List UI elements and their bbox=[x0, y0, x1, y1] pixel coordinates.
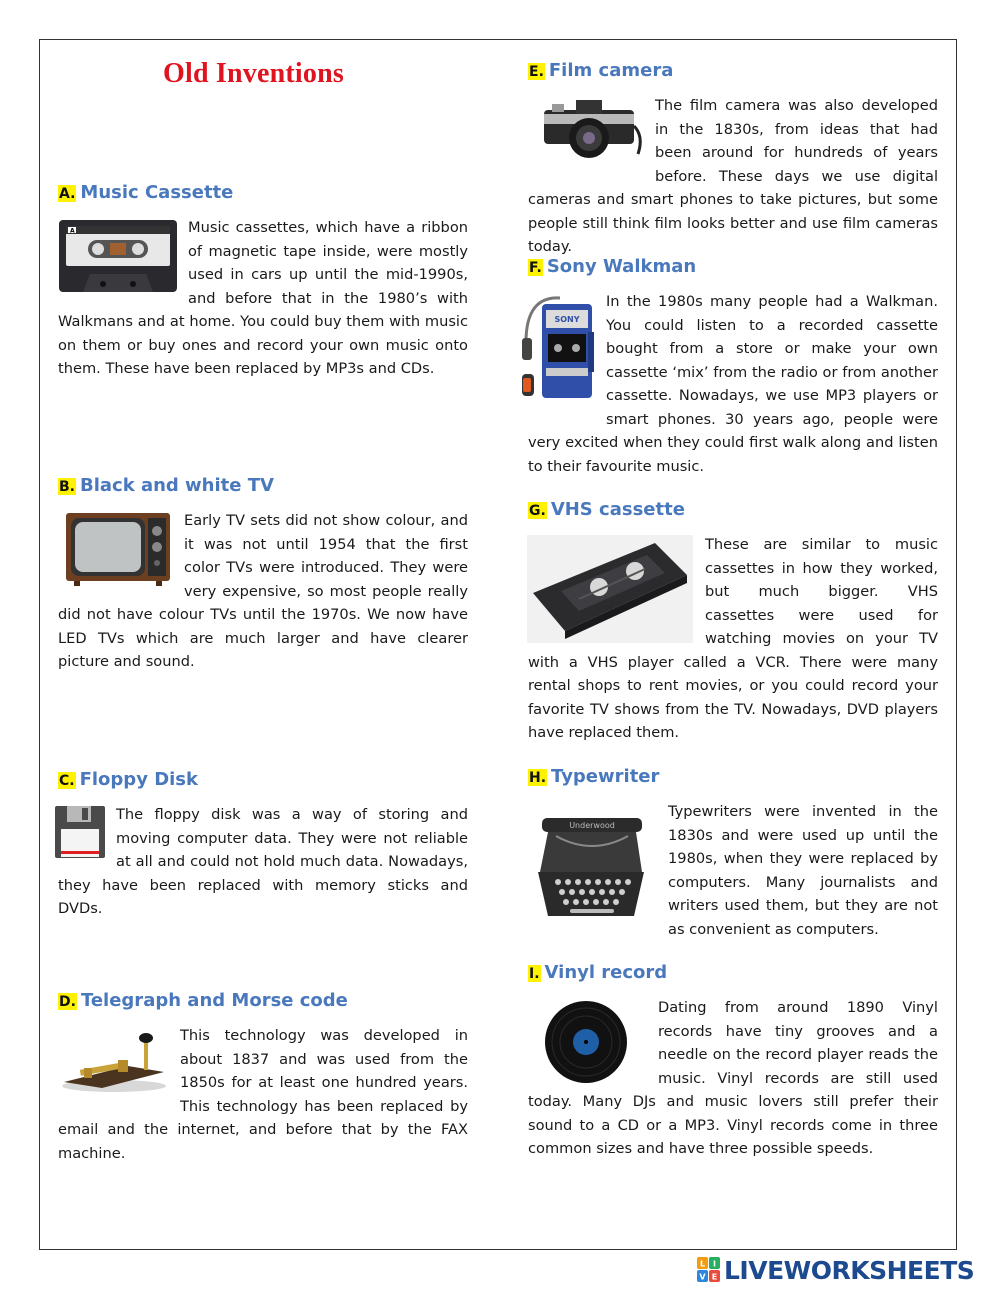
typewriter-image bbox=[530, 812, 648, 924]
section-telegraph bbox=[58, 988, 468, 1165]
liveworksheets-badge-icon bbox=[697, 1257, 721, 1283]
section-text-container bbox=[528, 996, 938, 1161]
section-text-container bbox=[58, 1024, 468, 1165]
section-title: Vinyl record bbox=[544, 962, 668, 983]
section-letter: E. bbox=[529, 64, 544, 80]
cassette-label-letter: A bbox=[70, 227, 75, 235]
section-letter: D. bbox=[59, 994, 76, 1010]
section-heading bbox=[58, 180, 468, 206]
section-text-container bbox=[58, 216, 468, 381]
section-heading bbox=[528, 58, 938, 84]
section-text: The film camera was also developed in the 1830s, from ideas that had been around for hundreds of years before. These days we use digital cameras and smart phones to take pictures, but some people still think film looks better and use film cameras today. bbox=[528, 97, 938, 255]
badge-letter: E bbox=[711, 1272, 718, 1282]
section-text: These are similar to music cassettes in how they worked, but much bigger. VHS cassettes were used for watching movies on your TV with a VHS player called a VCR. There were many rental shops to rent movies, or you could record your favorite TV shows from the TV. Nowadays, DVD players have replaced them. bbox=[528, 536, 938, 741]
section-text-container bbox=[528, 94, 938, 259]
music-cassette-image bbox=[58, 218, 178, 294]
section-letter: F. bbox=[529, 260, 542, 276]
section-heading bbox=[528, 764, 938, 790]
liveworksheets-logo bbox=[697, 1255, 974, 1285]
section-music-cassette bbox=[58, 180, 468, 381]
section-heading bbox=[58, 988, 468, 1014]
section-heading bbox=[58, 767, 468, 793]
section-letter: G. bbox=[529, 503, 546, 519]
section-vhs-cassette bbox=[528, 497, 938, 745]
section-black-white-tv bbox=[58, 473, 468, 674]
section-title: Film camera bbox=[548, 60, 674, 81]
section-heading bbox=[528, 497, 938, 523]
walkman-brand-label: SONY bbox=[554, 315, 580, 324]
section-letter: A. bbox=[59, 186, 76, 202]
page-title: Old Inventions bbox=[163, 58, 344, 89]
section-sony-walkman bbox=[528, 254, 938, 478]
section-text-container bbox=[58, 803, 468, 921]
badge-letter: L bbox=[699, 1259, 706, 1269]
badge-letter: I bbox=[713, 1259, 716, 1269]
section-text-container bbox=[528, 800, 938, 941]
badge-letter: V bbox=[699, 1272, 706, 1282]
section-text: The floppy disk was a way of storing and moving computer data. They were not reliable at all and could not hold much data. Nowadays, they have been replaced with memory sticks and DVDs. bbox=[58, 806, 468, 917]
brand-name: LIVEWORKSHEETS bbox=[724, 1255, 975, 1285]
section-text: In the 1980s many people had a Walkman. You could listen to a recorded cassette bought from a store or make your own cassette ‘mix’ from the radio or from another cassette. Nowadays, we use MP3 players or smart phones. 30 years ago, people were very excited when they could first walk along and listen to their favourite music. bbox=[528, 293, 938, 475]
section-typewriter bbox=[528, 764, 938, 941]
section-text-container bbox=[528, 533, 938, 745]
walkman-image bbox=[520, 292, 600, 404]
section-film-camera bbox=[528, 58, 938, 259]
section-text: Typewriters were invented in the 1830s and were used up until the 1980s, when they were replaced by computers. Many journalists and writers used them, but they are not as convenient as computers. bbox=[668, 803, 938, 938]
vinyl-record-image bbox=[542, 998, 646, 1084]
section-heading bbox=[58, 473, 468, 499]
section-letter: C. bbox=[59, 773, 75, 789]
section-text: Early TV sets did not show colour, and it was not until 1954 that the first color TVs were introduced. They were very expensive, so most people really did not have colour TVs until the 1970s. We now have LED TVs which are much larger and have clearer picture and sound. bbox=[58, 512, 468, 670]
section-title: Telegraph and Morse code bbox=[80, 990, 348, 1011]
section-text: This technology was developed in about 1837 and was used from the 1850s for at least one hundred years. This technology has been replaced by email and the internet, and before that by the FAX machine. bbox=[58, 1027, 468, 1162]
section-text-container bbox=[528, 290, 938, 478]
tv-image bbox=[64, 511, 174, 587]
film-camera-image bbox=[534, 96, 646, 164]
floppy-disk-image bbox=[54, 805, 106, 859]
telegraph-key-image bbox=[58, 1026, 170, 1094]
section-title: Sony Walkman bbox=[546, 256, 697, 277]
section-title: VHS cassette bbox=[550, 499, 685, 520]
section-text: Music cassettes, which have a ribbon of magnetic tape inside, were mostly used in cars up until the mid-1990s, and before that in the 1980’s with Walkmans and at home. You could buy them with music on them or buy ones and record your own music onto them. These have been replaced by MP3s and CDs. bbox=[58, 219, 468, 377]
vhs-cassette-image bbox=[527, 535, 693, 643]
section-text: Dating from around 1890 Vinyl records have tiny grooves and a needle on the record player reads the music. Vinyl records are still used today. Many DJs and music lovers still prefer their sound to a CD or a MP3. Vinyl records come in three common sizes and have three possible speeds. bbox=[528, 999, 938, 1157]
section-vinyl-record bbox=[528, 960, 938, 1161]
section-title: Black and white TV bbox=[80, 475, 274, 496]
section-text-container bbox=[58, 509, 468, 674]
section-title: Floppy Disk bbox=[79, 769, 198, 790]
typewriter-brand-label: Underwood bbox=[569, 821, 615, 830]
section-heading bbox=[528, 960, 938, 986]
section-heading bbox=[528, 254, 938, 280]
section-title: Typewriter bbox=[551, 766, 660, 787]
section-letter: B. bbox=[59, 479, 75, 495]
section-title: Music Cassette bbox=[80, 182, 234, 203]
section-floppy-disk bbox=[58, 767, 468, 921]
section-letter: I. bbox=[529, 966, 540, 982]
section-letter: H. bbox=[529, 770, 547, 786]
